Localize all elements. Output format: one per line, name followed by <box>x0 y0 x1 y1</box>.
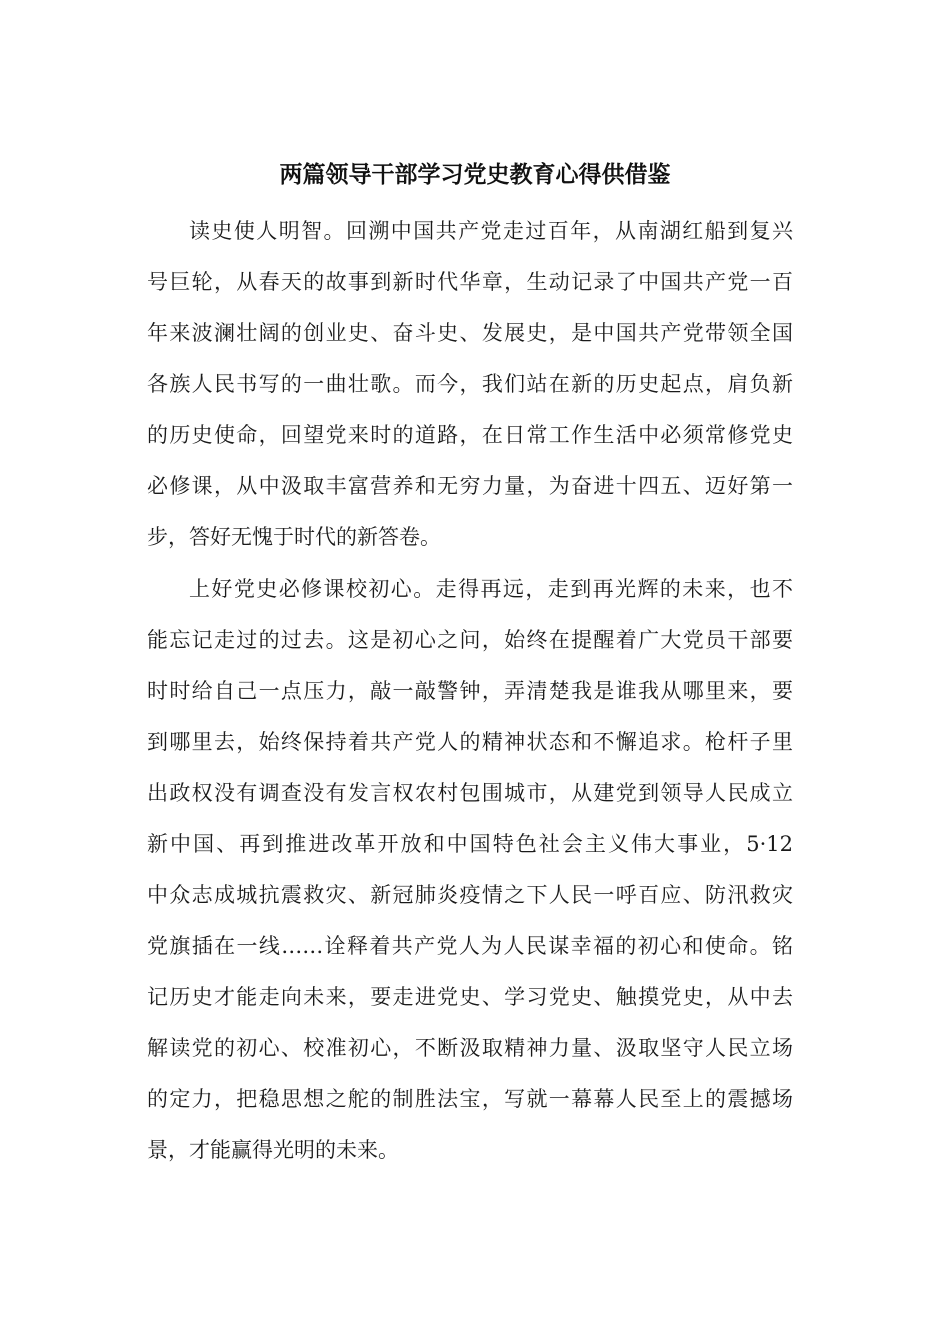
paragraph-line: 景，才能赢得光明的未来。 <box>147 1138 399 1162</box>
paragraph-line: 各族人民书写的一曲壮歌。而今，我们站在新的历史起点，肩负新 <box>147 372 793 396</box>
paragraph-line: 的定力，把稳思想之舵的制胜法宝，写就一幕幕人民至上的震撼场 <box>147 1087 793 1111</box>
paragraph-line: 年来波澜壮阔的创业史、奋斗史、发展史，是中国共产党带领全国 <box>147 321 793 345</box>
paragraph-line: 能忘记走过的过去。这是初心之问，始终在提醒着广大党员干部要 <box>147 628 793 652</box>
paragraph-line: 的历史使命，回望党来时的道路，在日常工作生活中必须常修党史 <box>147 423 793 447</box>
paragraph-line: 解读党的初心、校准初心，不断汲取精神力量、汲取坚守人民立场 <box>147 1036 793 1060</box>
paragraph-line: 新中国、再到推进改革开放和中国特色社会主义伟大事业，5·12 <box>147 832 793 856</box>
paragraph-2 <box>147 564 793 1176</box>
paragraph-line: 中众志成城抗震救灾、新冠肺炎疫情之下人民一呼百应、防汛救灾 <box>147 883 793 907</box>
document-title: 两篇领导干部学习党史教育心得供借鉴 <box>279 161 671 188</box>
paragraph-line: 记历史才能走向未来，要走进党史、学习党史、触摸党史，从中去 <box>147 985 793 1009</box>
paragraph-line: 出政权没有调查没有发言权农村包围城市，从建党到领导人民成立 <box>147 781 793 805</box>
paragraph-line: 上好党史必修课校初心。走得再远，走到再光辉的未来，也不 <box>189 577 793 601</box>
paragraph-line: 读史使人明智。回溯中国共产党走过百年，从南湖红船到复兴 <box>189 219 793 243</box>
paragraph-line: 时时给自己一点压力，敲一敲警钟，弄清楚我是谁我从哪里来，要 <box>147 679 793 703</box>
paragraph-line: 党旗插在一线……诠释着共产党人为人民谋幸福的初心和使命。铭 <box>147 934 793 958</box>
paragraph-line: 必修课，从中汲取丰富营养和无穷力量，为奋进十四五、迈好第一 <box>147 474 793 498</box>
paragraph-line: 到哪里去，始终保持着共产党人的精神状态和不懈追求。枪杆子里 <box>147 730 793 754</box>
paragraph-line: 号巨轮，从春天的故事到新时代华章，生动记录了中国共产党一百 <box>147 270 793 294</box>
paragraph-1 <box>147 206 793 563</box>
paragraph-line: 步，答好无愧于时代的新答卷。 <box>147 525 441 549</box>
